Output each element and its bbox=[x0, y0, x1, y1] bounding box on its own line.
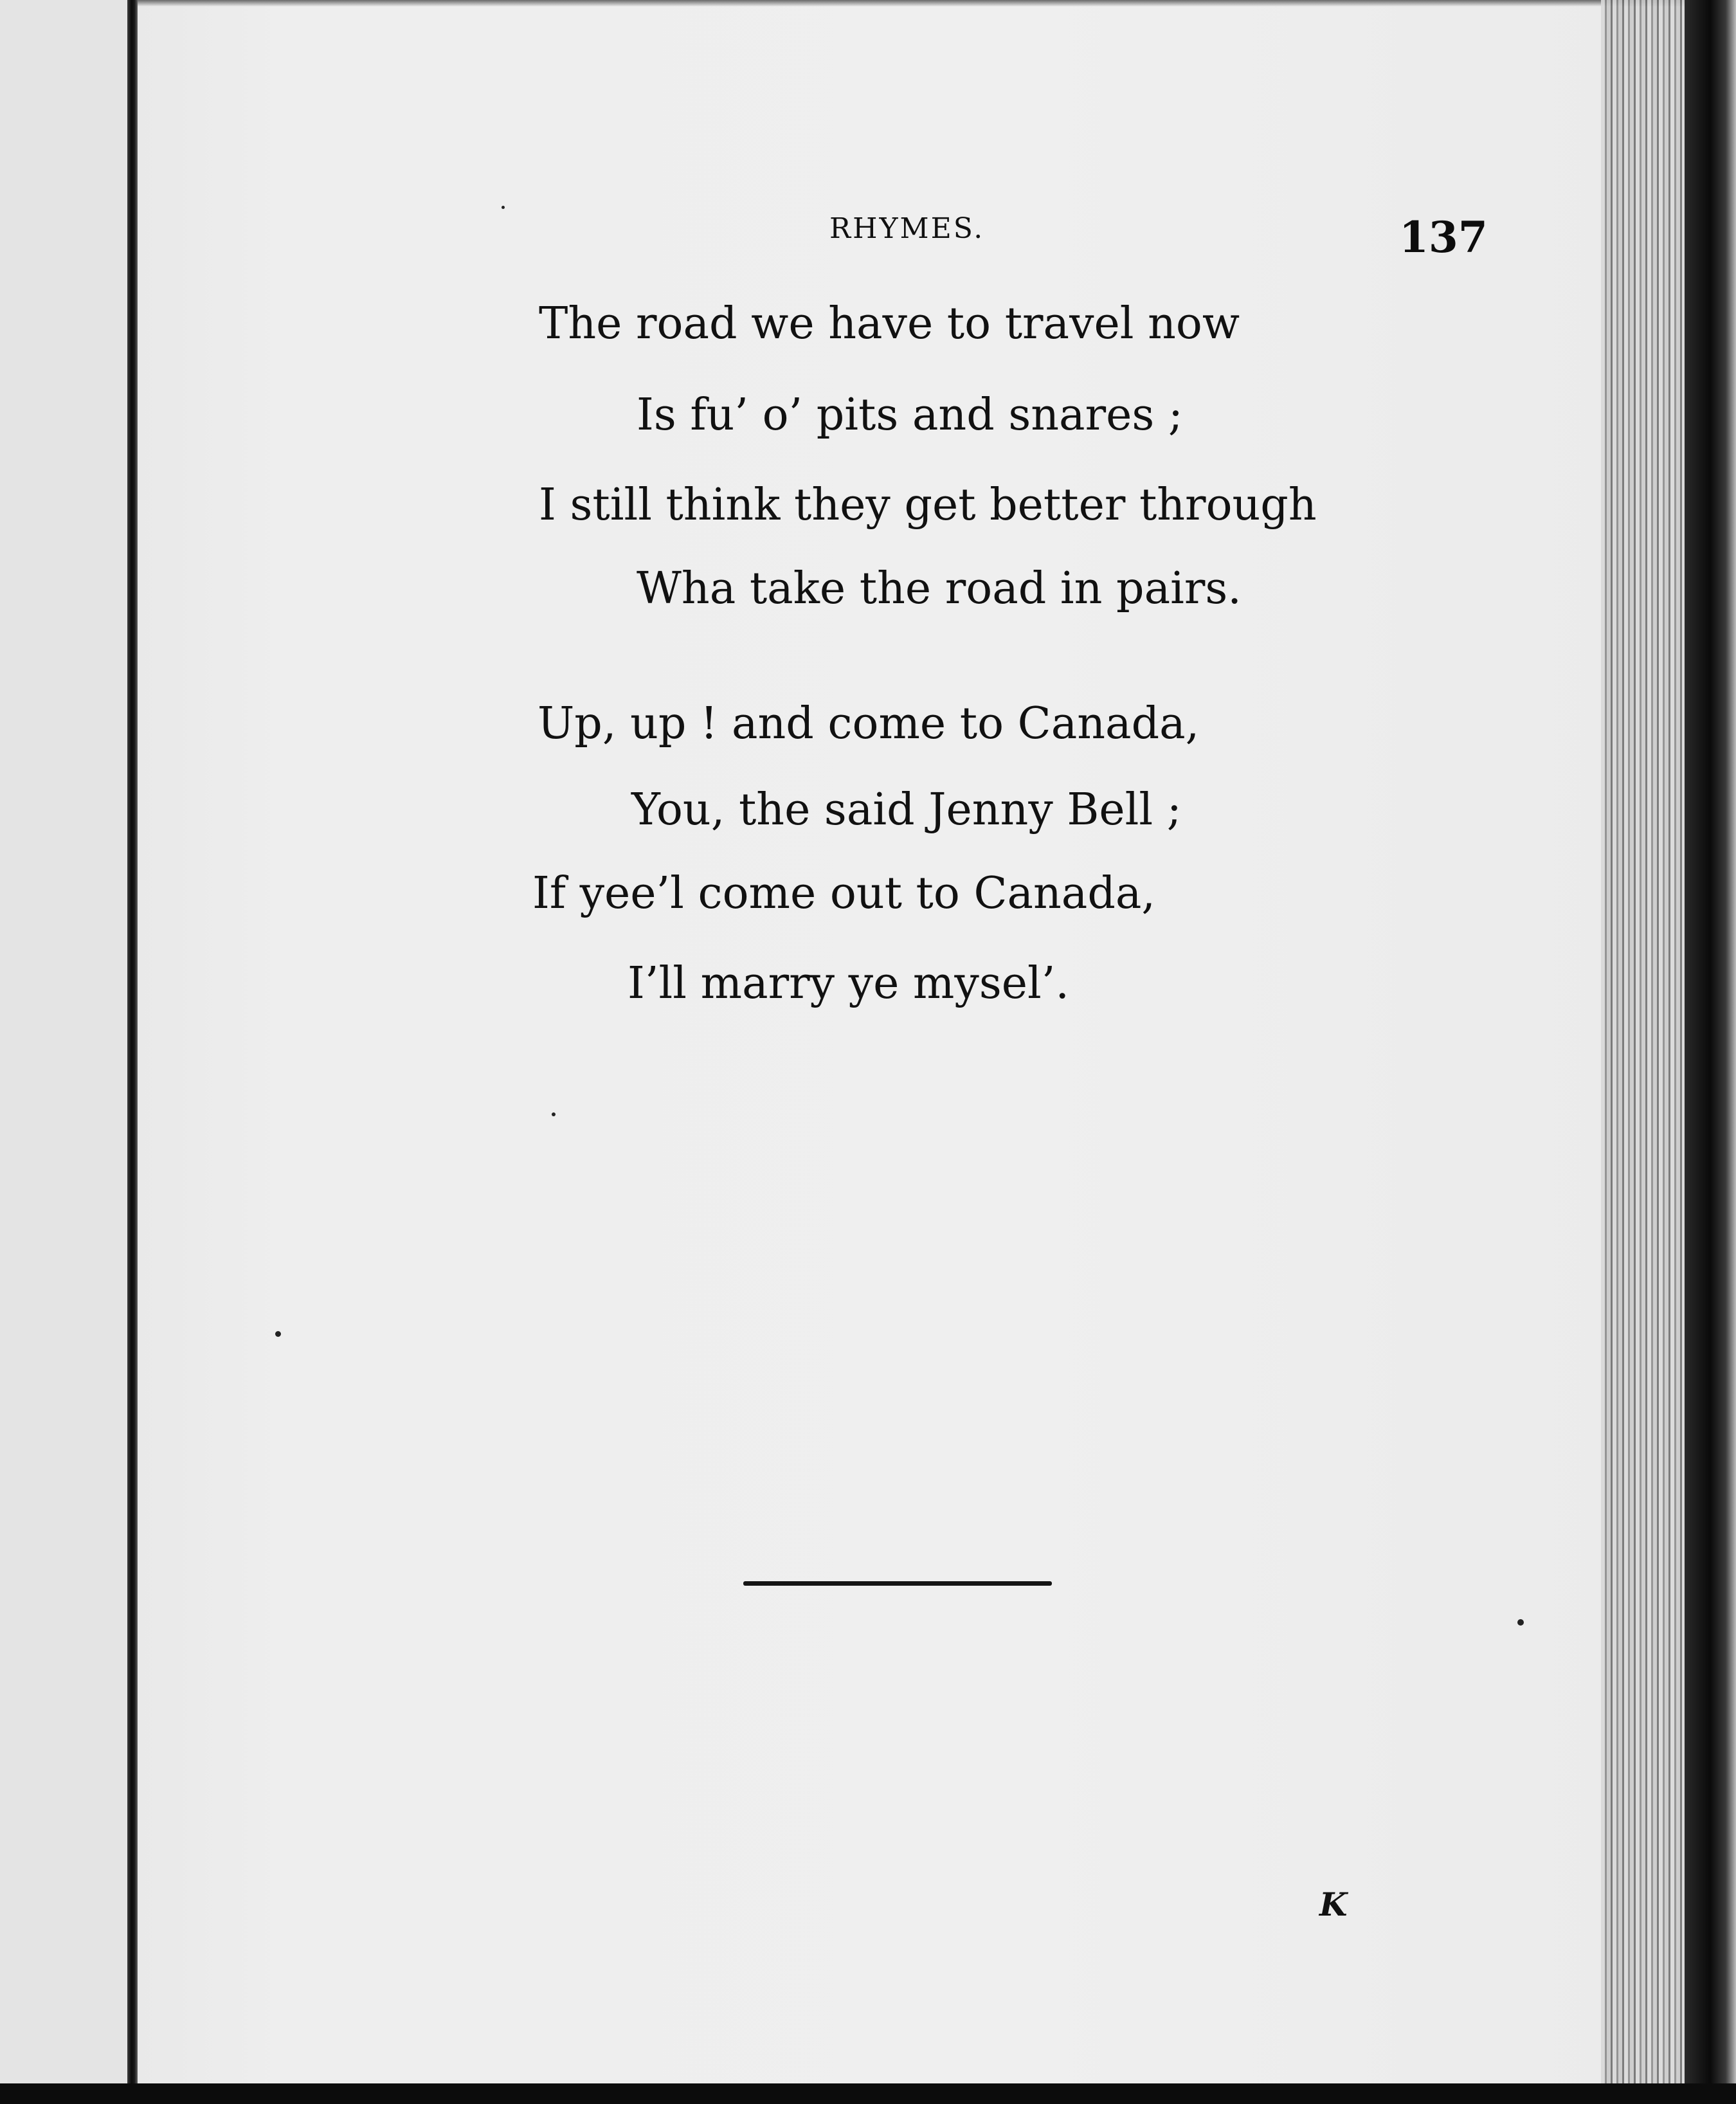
scan-bottom-border bbox=[0, 2083, 1736, 2104]
running-head: RHYMES. bbox=[829, 212, 985, 245]
book-cover-edge bbox=[1685, 0, 1736, 2104]
verse-line: The road we have to travel now bbox=[539, 298, 1240, 349]
scan-speck bbox=[502, 206, 505, 209]
page-number: 137 bbox=[1399, 212, 1488, 262]
scan-speck bbox=[275, 1331, 281, 1337]
page-top-shadow bbox=[138, 0, 1687, 6]
verse-line: Wha take the road in pairs. bbox=[637, 563, 1242, 614]
signature-mark: K bbox=[1319, 1885, 1348, 1923]
verse-line: I’ll marry ye mysel’. bbox=[628, 958, 1069, 1009]
verse-line: I still think they get better through bbox=[539, 480, 1317, 531]
closing-rule bbox=[743, 1581, 1052, 1586]
book-gutter bbox=[127, 0, 138, 2104]
verse-line: Is fu’ o’ pits and snares ; bbox=[637, 390, 1183, 440]
scan-speck bbox=[552, 1112, 556, 1116]
verse-line: If yee’l come out to Canada, bbox=[532, 868, 1156, 919]
scan-speck bbox=[1517, 1619, 1524, 1626]
verse-line: You, the said Jenny Bell ; bbox=[631, 784, 1182, 835]
facing-page-edge bbox=[0, 0, 127, 2104]
page-edges bbox=[1601, 0, 1685, 2104]
verse-line: Up, up ! and come to Canada, bbox=[538, 698, 1200, 749]
